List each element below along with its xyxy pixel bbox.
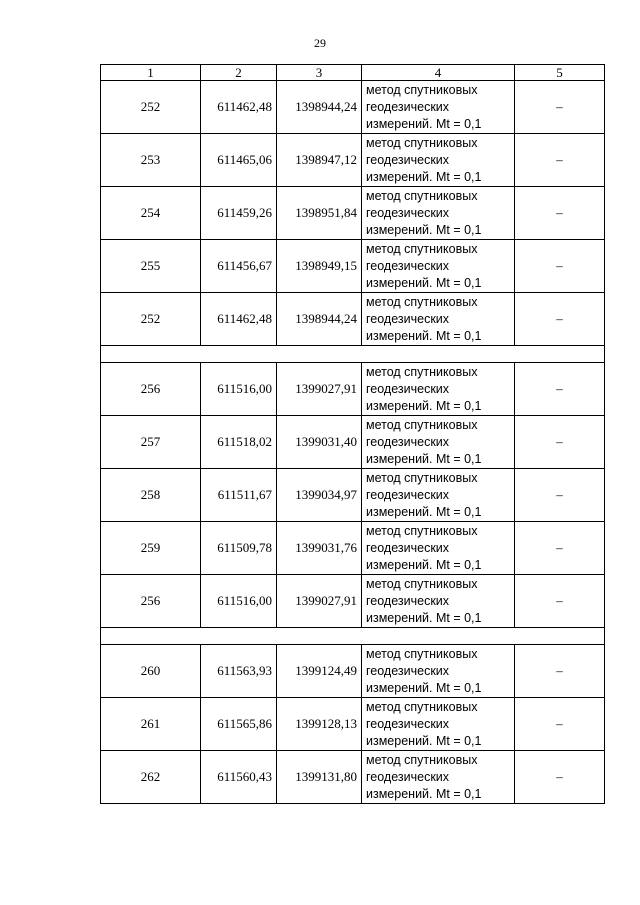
point-number-cell: 256: [101, 575, 201, 628]
method-line: геодезических: [366, 769, 450, 784]
table-row: [101, 751, 605, 804]
method-line: измерений. Mt = 0,1: [366, 557, 482, 572]
method-line: измерений. Mt = 0,1: [366, 504, 482, 519]
point-number-cell: 255: [101, 240, 201, 293]
y-coordinate-cell: 1399124,49: [277, 645, 362, 698]
method-line: геодезических: [366, 593, 450, 608]
dash-cell: –: [515, 522, 605, 575]
method-line: геодезических: [366, 152, 450, 167]
method-line: геодезических: [366, 99, 450, 114]
method-cell: [362, 363, 515, 416]
method-line: геодезических: [366, 663, 450, 678]
column-header: 4: [362, 65, 515, 81]
method-cell: [362, 522, 515, 575]
method-line: геодезических: [366, 716, 450, 731]
method-line: метод спутниковых: [366, 417, 478, 432]
method-cell: [362, 240, 515, 293]
x-coordinate-cell: 611465,06: [201, 134, 277, 187]
column-header: 1: [101, 65, 201, 81]
x-coordinate-cell: 611456,67: [201, 240, 277, 293]
method-line: измерений. Mt = 0,1: [366, 222, 482, 237]
point-number-cell: 262: [101, 751, 201, 804]
method-line: измерений. Mt = 0,1: [366, 786, 482, 801]
method-cell: [362, 751, 515, 804]
table-row: [101, 240, 605, 293]
column-header: 2: [201, 65, 277, 81]
point-number-cell: 254: [101, 187, 201, 240]
y-coordinate-cell: 1399027,91: [277, 575, 362, 628]
x-coordinate-cell: 611518,02: [201, 416, 277, 469]
table-row: [101, 575, 605, 628]
x-coordinate-cell: 611563,93: [201, 645, 277, 698]
dash-cell: –: [515, 187, 605, 240]
x-coordinate-cell: 611516,00: [201, 575, 277, 628]
method-line: измерений. Mt = 0,1: [366, 610, 482, 625]
point-number-cell: 252: [101, 293, 201, 346]
separator-row: [101, 628, 605, 645]
column-header: 3: [277, 65, 362, 81]
dash-cell: –: [515, 645, 605, 698]
y-coordinate-cell: 1398944,24: [277, 81, 362, 134]
method-line: метод спутниковых: [366, 646, 478, 661]
dash-cell: –: [515, 134, 605, 187]
method-cell: [362, 81, 515, 134]
table-row: [101, 187, 605, 240]
method-line: геодезических: [366, 434, 450, 449]
table-row: [101, 522, 605, 575]
method-line: измерений. Mt = 0,1: [366, 116, 482, 131]
dash-cell: –: [515, 240, 605, 293]
table-row: [101, 363, 605, 416]
x-coordinate-cell: 611516,00: [201, 363, 277, 416]
point-number-cell: 256: [101, 363, 201, 416]
method-cell: [362, 293, 515, 346]
dash-cell: –: [515, 575, 605, 628]
method-line: метод спутниковых: [366, 364, 478, 379]
y-coordinate-cell: 1399027,91: [277, 363, 362, 416]
y-coordinate-cell: 1398947,12: [277, 134, 362, 187]
method-line: метод спутниковых: [366, 82, 478, 97]
table-row: [101, 293, 605, 346]
method-cell: [362, 469, 515, 522]
method-line: геодезических: [366, 258, 450, 273]
point-number-cell: 261: [101, 698, 201, 751]
dash-cell: –: [515, 416, 605, 469]
header-row: [101, 65, 605, 81]
point-number-cell: 253: [101, 134, 201, 187]
table-row: [101, 81, 605, 134]
method-line: метод спутниковых: [366, 752, 478, 767]
method-line: измерений. Mt = 0,1: [366, 680, 482, 695]
method-cell: [362, 187, 515, 240]
table-row: [101, 469, 605, 522]
point-number-cell: 257: [101, 416, 201, 469]
y-coordinate-cell: 1399034,97: [277, 469, 362, 522]
separator-row: [101, 346, 605, 363]
y-coordinate-cell: 1398944,24: [277, 293, 362, 346]
table-row: [101, 416, 605, 469]
method-line: геодезических: [366, 540, 450, 555]
x-coordinate-cell: 611565,86: [201, 698, 277, 751]
method-cell: [362, 698, 515, 751]
point-number-cell: 252: [101, 81, 201, 134]
y-coordinate-cell: 1399031,40: [277, 416, 362, 469]
x-coordinate-cell: 611509,78: [201, 522, 277, 575]
dash-cell: –: [515, 293, 605, 346]
coordinates-table: [100, 64, 605, 804]
method-line: геодезических: [366, 487, 450, 502]
column-header: 5: [515, 65, 605, 81]
x-coordinate-cell: 611459,26: [201, 187, 277, 240]
method-cell: [362, 134, 515, 187]
method-cell: [362, 645, 515, 698]
y-coordinate-cell: 1398949,15: [277, 240, 362, 293]
method-line: измерений. Mt = 0,1: [366, 451, 482, 466]
x-coordinate-cell: 611560,43: [201, 751, 277, 804]
point-number-cell: 259: [101, 522, 201, 575]
y-coordinate-cell: 1399131,80: [277, 751, 362, 804]
method-line: метод спутниковых: [366, 576, 478, 591]
method-line: метод спутниковых: [366, 294, 478, 309]
method-line: метод спутниковых: [366, 699, 478, 714]
dash-cell: –: [515, 363, 605, 416]
point-number-cell: 260: [101, 645, 201, 698]
method-line: метод спутниковых: [366, 188, 478, 203]
method-line: измерений. Mt = 0,1: [366, 169, 482, 184]
y-coordinate-cell: 1399128,13: [277, 698, 362, 751]
method-line: измерений. Mt = 0,1: [366, 275, 482, 290]
method-line: геодезических: [366, 381, 450, 396]
y-coordinate-cell: 1399031,76: [277, 522, 362, 575]
separator-cell: [101, 346, 605, 363]
table-row: [101, 134, 605, 187]
method-cell: [362, 575, 515, 628]
table-row: [101, 698, 605, 751]
method-line: измерений. Mt = 0,1: [366, 328, 482, 343]
dash-cell: –: [515, 698, 605, 751]
point-number-cell: 258: [101, 469, 201, 522]
method-line: метод спутниковых: [366, 241, 478, 256]
method-line: измерений. Mt = 0,1: [366, 398, 482, 413]
method-line: метод спутниковых: [366, 135, 478, 150]
dash-cell: –: [515, 469, 605, 522]
y-coordinate-cell: 1398951,84: [277, 187, 362, 240]
page-number: 29: [314, 36, 326, 50]
method-line: геодезических: [366, 311, 450, 326]
x-coordinate-cell: 611462,48: [201, 81, 277, 134]
separator-cell: [101, 628, 605, 645]
method-line: метод спутниковых: [366, 523, 478, 538]
x-coordinate-cell: 611511,67: [201, 469, 277, 522]
dash-cell: –: [515, 81, 605, 134]
method-line: геодезических: [366, 205, 450, 220]
dash-cell: –: [515, 751, 605, 804]
method-cell: [362, 416, 515, 469]
table-row: [101, 645, 605, 698]
method-line: метод спутниковых: [366, 470, 478, 485]
method-line: измерений. Mt = 0,1: [366, 733, 482, 748]
x-coordinate-cell: 611462,48: [201, 293, 277, 346]
